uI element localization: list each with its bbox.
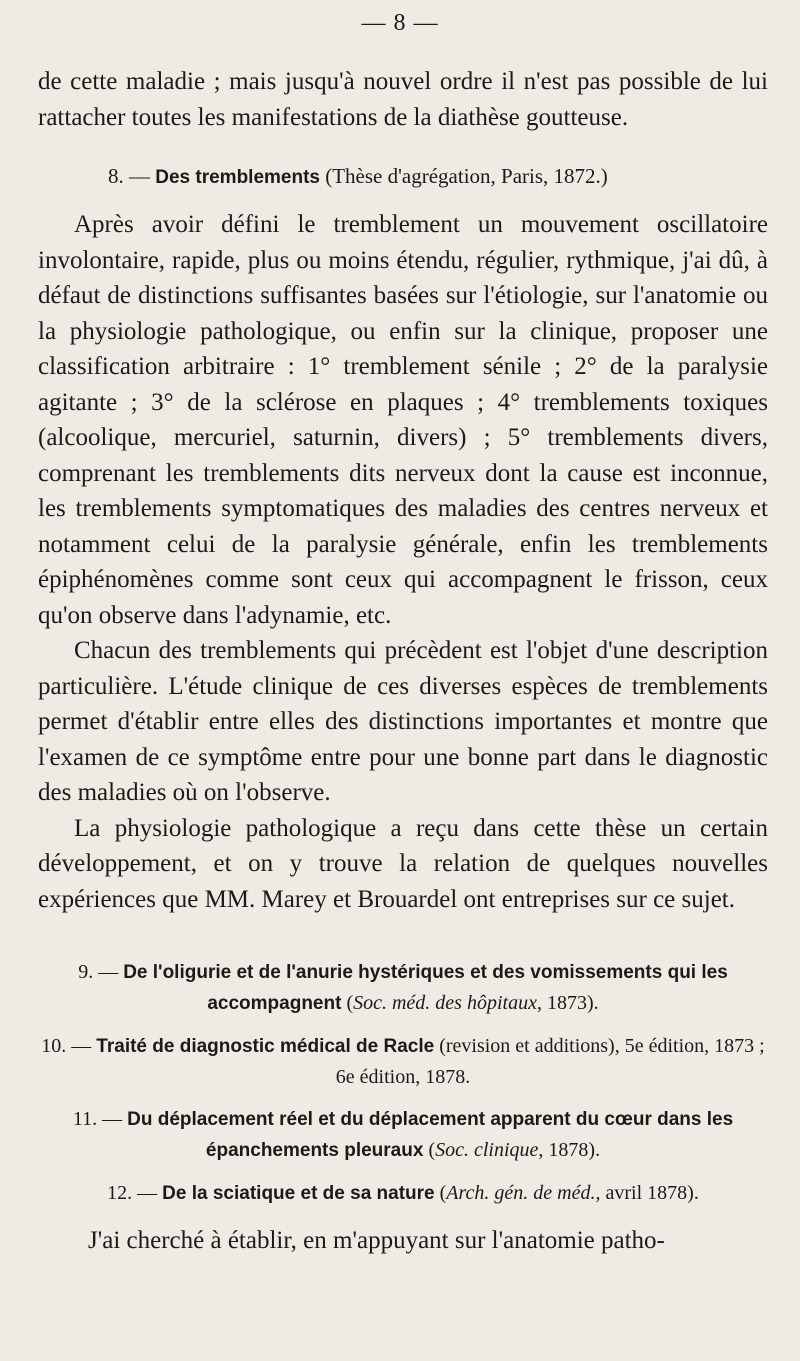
page-number: — 8 — bbox=[361, 10, 439, 36]
page-content bbox=[38, 64, 768, 1258]
body-paragraph-2: Chacun des tremblements qui précèdent est l'objet d'une description particulière. L'étude clinique de ces diverses espèces de tremblements permet d'établir entre elles des distinctions importantes et montre que l'examen de ce symptôme entre pour une bonne part dans le diagnostic des maladies où on l'observe. bbox=[38, 637, 768, 806]
reference-10-number: 10. — bbox=[41, 1035, 92, 1057]
reference-9-source-open: ( bbox=[346, 992, 354, 1014]
reference-11-source-rest: 1878). bbox=[548, 1139, 601, 1161]
body-paragraph-3: La physiologie pathologique a reçu dans cette thèse un certain développement, et on y trouve la relation de quelques nouvelles expériences que MM. Marey et Brouardel ont entreprises sur ce sujet. bbox=[38, 814, 768, 913]
reference-12-source-open: ( bbox=[439, 1182, 447, 1204]
reference-9-source: Soc. méd. des hôpitaux, bbox=[353, 992, 542, 1014]
intro-paragraph: de cette maladie ; mais jusqu'à nouvel ordre il n'est pas possible de lui rattacher toutes les manifestations de la diathèse goutteuse. bbox=[38, 68, 768, 131]
reference-9 bbox=[38, 957, 768, 1019]
section-8-heading bbox=[38, 161, 768, 193]
final-line: J'ai cherché à établir, en m'appuyant sur l'anatomie patho- bbox=[88, 1227, 665, 1254]
reference-9-source-rest: 1873). bbox=[546, 992, 599, 1014]
reference-12 bbox=[38, 1178, 768, 1209]
reference-9-title: De l'oligurie et de l'anurie hystériques et des vomissements qui les accompagnent bbox=[123, 962, 728, 1014]
reference-10-title: Traité de diagnostic médical de Racle bbox=[96, 1036, 435, 1057]
section-8-title: Des tremblements bbox=[155, 167, 320, 188]
reference-11 bbox=[38, 1104, 768, 1166]
body-paragraph-1: Après avoir défini le tremblement un mouvement oscillatoire involontaire, rapide, plus ou moins étendu, régulier, rythmique, j'ai dû, à défaut de distinctions suffisantes basées sur l'étiologie, sur l'anatomie ou la physiologie pathologique, ou enfin sur la clinique, proposer une classification arbitraire : 1° tremblement sénile ; 2° de la paralysie agitante ; 3° de la sclérose en plaques ; 4° tremblements toxiques (alcoolique, mercuriel, saturnin, divers) ; 5° tremblements divers, comprenant les tremblements dits nerveux dont la cause est inconnue, les tremblements symptomatiques des maladies des centres nerveux et notamment celui de la paralysie générale, enfin les tremblements épiphénomènes comme sont ceux qui accompagnent le frisson, ceux qu'on observe dans l'adynamie, etc. bbox=[38, 211, 768, 629]
reference-11-number: 11. — bbox=[72, 1108, 123, 1130]
reference-12-source: Arch. gén. de méd., bbox=[446, 1182, 601, 1204]
reference-11-source-open: ( bbox=[428, 1139, 436, 1161]
spacer bbox=[38, 917, 768, 957]
section-8-source: (Thèse d'agrégation, Paris, 1872.) bbox=[325, 164, 608, 188]
reference-11-source: Soc. clinique, bbox=[435, 1139, 544, 1161]
reference-10 bbox=[38, 1031, 768, 1092]
reference-12-number: 12. — bbox=[107, 1182, 158, 1204]
reference-12-source-rest: avril 1878). bbox=[605, 1182, 699, 1204]
reference-9-number: 9. — bbox=[78, 961, 119, 983]
reference-10-details: (revision et additions), 5e édition, 1873 ; 6e édition, 1878. bbox=[335, 1035, 765, 1088]
reference-12-title: De la sciatique et de sa nature bbox=[162, 1183, 435, 1204]
reference-11-title: Du déplacement réel et du déplacement apparent du cœur dans les épanchements pleuraux bbox=[127, 1109, 734, 1161]
section-8-number: 8. — bbox=[108, 164, 150, 188]
